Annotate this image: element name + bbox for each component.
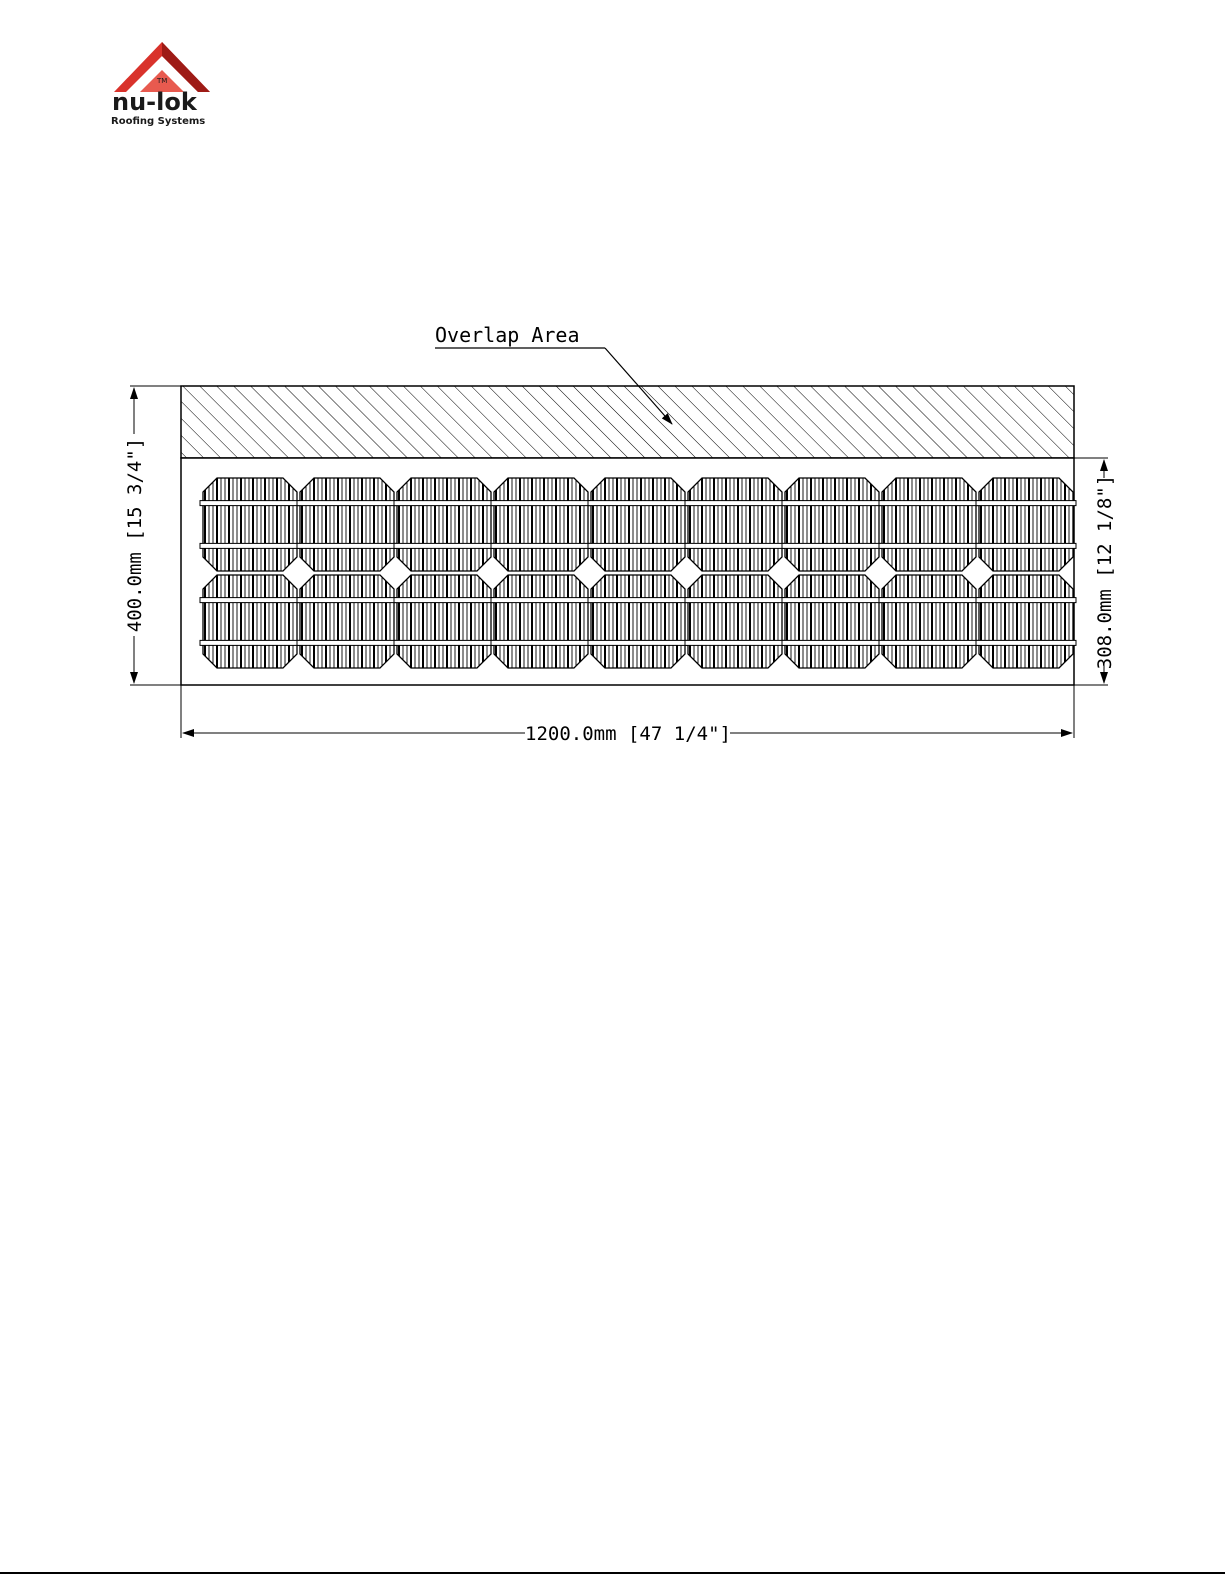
logo-tagline: Roofing Systems: [111, 116, 206, 127]
height-dimension-label: 400.0mm [15 3/4"]: [124, 437, 146, 633]
logo-brand-name: nu-lok: [112, 88, 197, 116]
overlap-area: [181, 386, 1074, 458]
width-dimension-label: 1200.0mm [47 1/4"]: [525, 723, 731, 745]
panel-height-dimension-label: 308.0mm [12 1/8"]: [1094, 474, 1116, 670]
overlap-label: Overlap Area: [435, 323, 580, 347]
logo-trademark: TM: [157, 77, 168, 85]
page-bottom-rule: [0, 1572, 1225, 1574]
